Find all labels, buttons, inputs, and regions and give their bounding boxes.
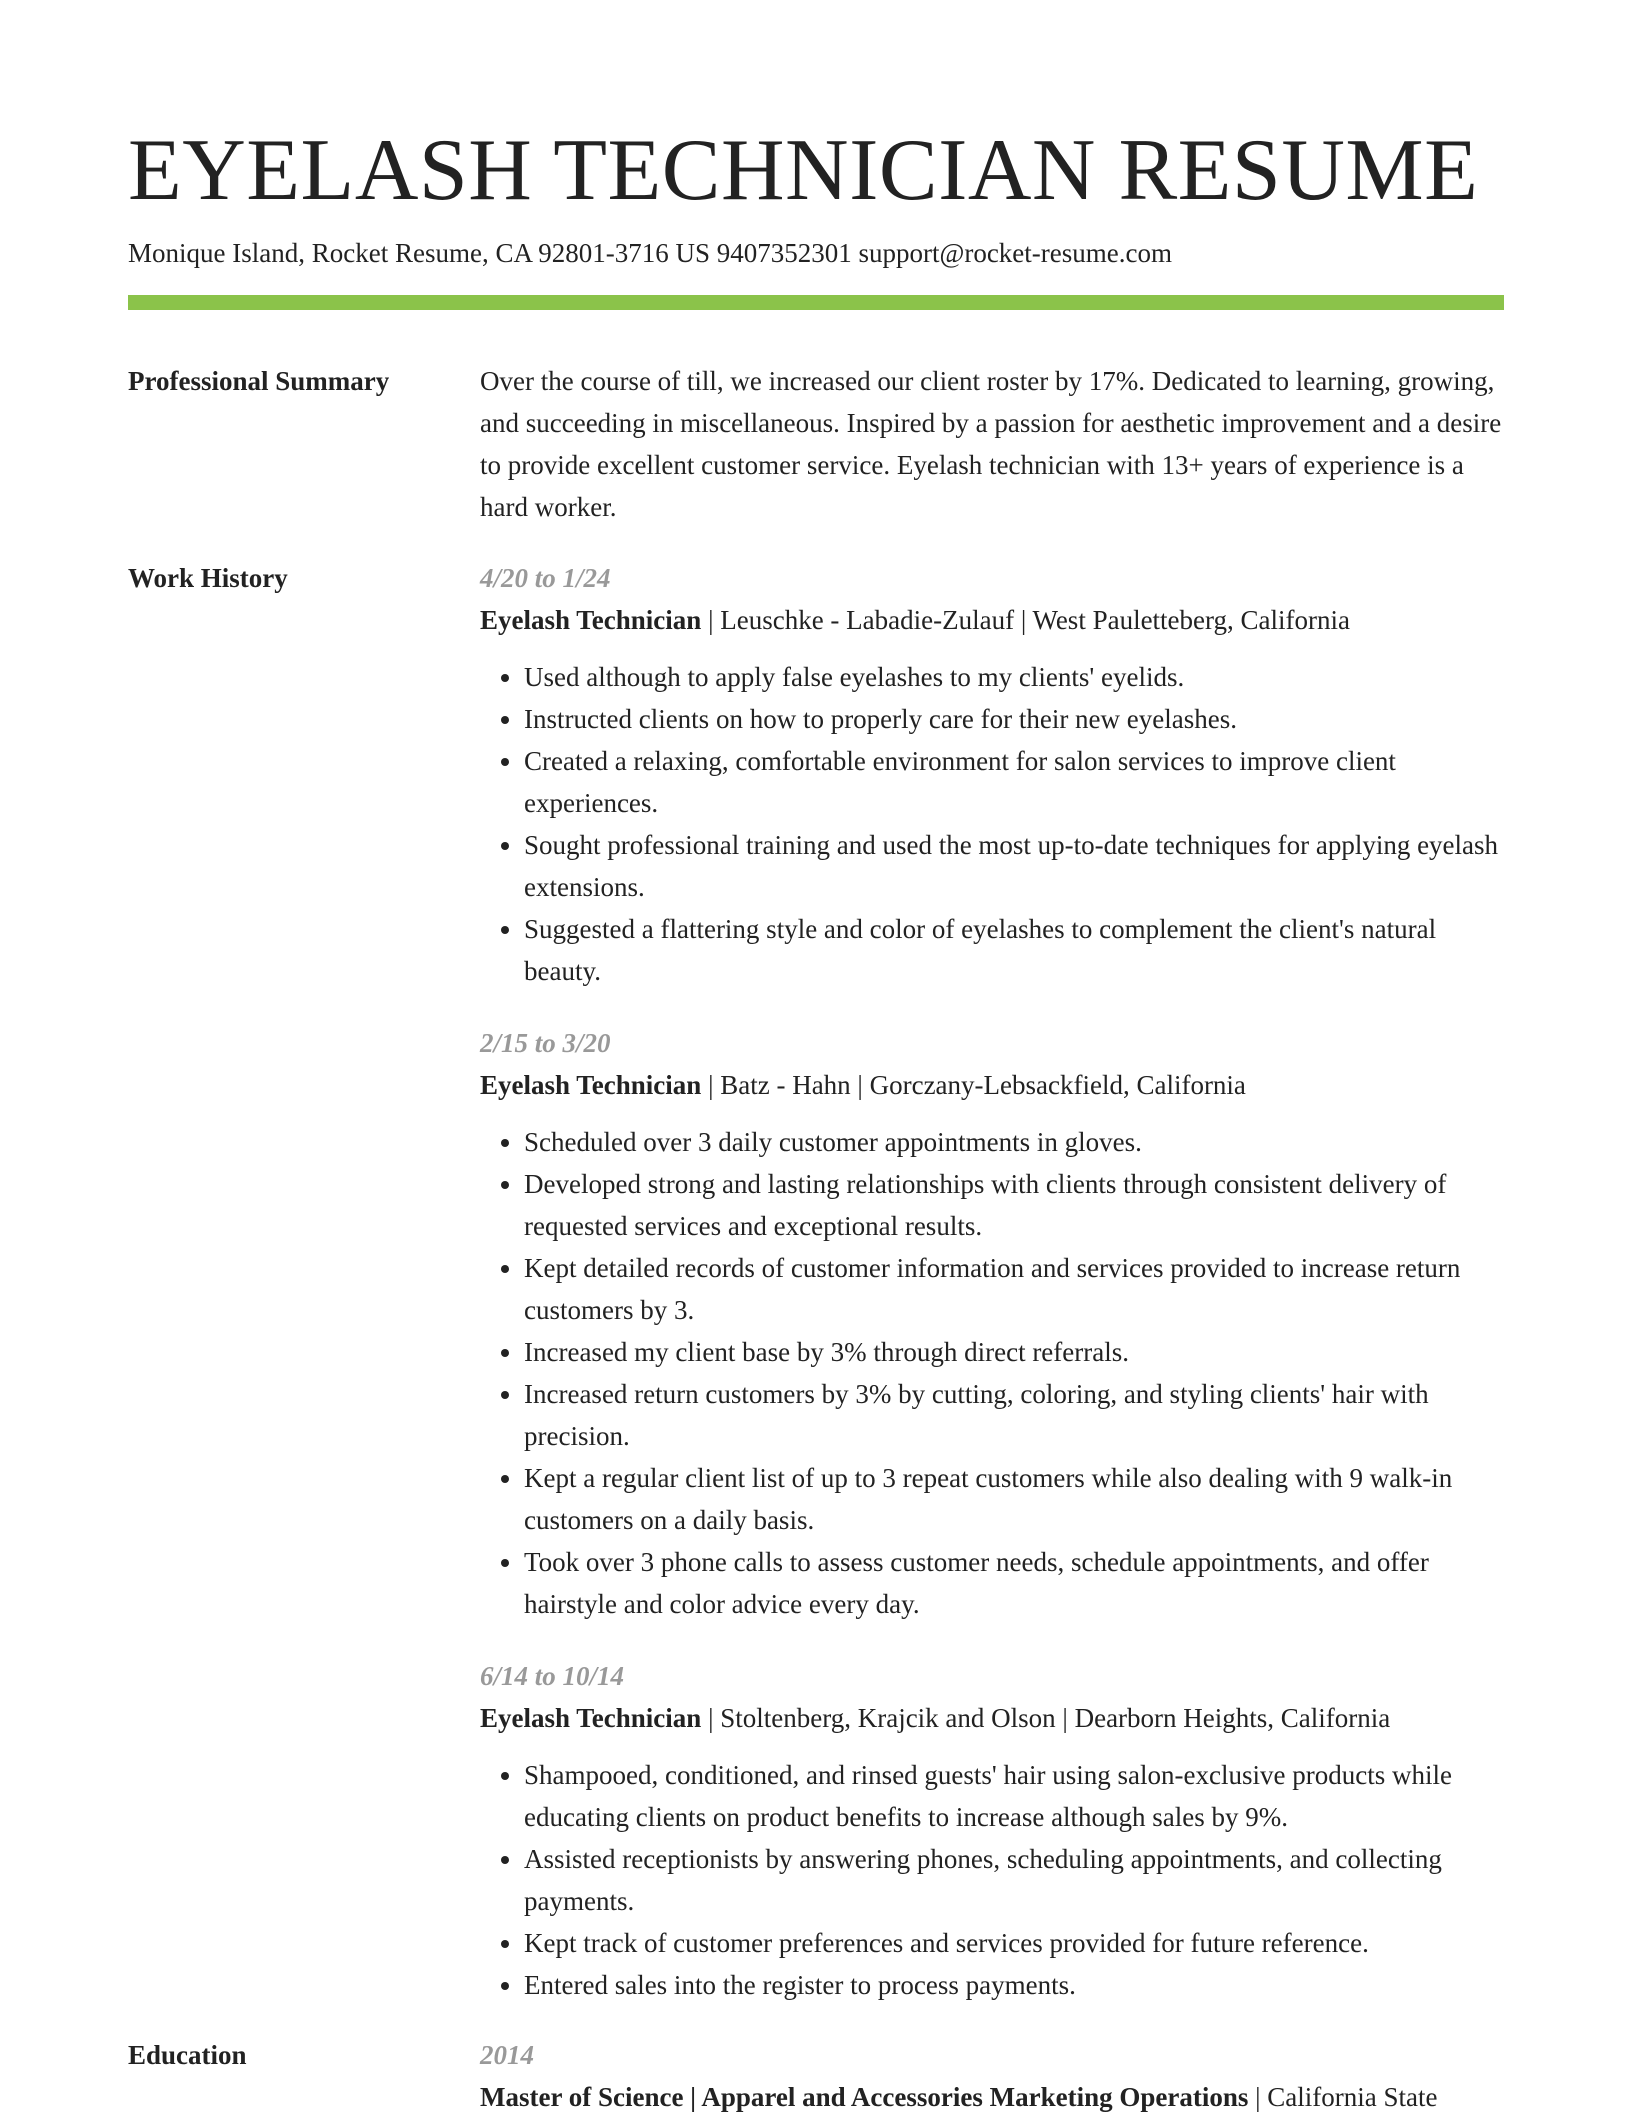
job-dates: 2/15 to 3/20 <box>480 1028 611 1058</box>
resume-title: EYELASH TECHNICIAN RESUME <box>128 122 1479 219</box>
education-school: | California State <box>1248 2082 1438 2112</box>
job-bullet: • Instructed clients on how to properly care for their new eyelashes. <box>524 698 1504 740</box>
job-bullet: • Increased my client base by 3% through direct referrals. <box>524 1331 1504 1373</box>
job-bullet: • Shampooed, conditioned, and rinsed guests' hair using salon-exclusive products while educating clients on product benefits to increase although sales by 9%. <box>524 1754 1504 1838</box>
job-employer-location: | Batz - Hahn | Gorczany-Lebsackfield, California <box>701 1070 1246 1100</box>
job-title: Eyelash Technician <box>480 1070 702 1100</box>
job-title: Eyelash Technician <box>480 1703 702 1733</box>
job-entry <box>480 1022 1504 1625</box>
job-heading <box>480 1064 1504 1106</box>
job-employer-location: | Leuschke - Labadie-Zulauf | West Pauletteberg, California <box>701 605 1350 635</box>
job-title: Eyelash Technician <box>480 605 702 635</box>
job-employer-location: | Stoltenberg, Krajcik and Olson | Dearborn Heights, California <box>701 1703 1391 1733</box>
job-bullet: • Sought professional training and used the most up-to-date techniques for applying eyelash extensions. <box>524 824 1504 908</box>
job-bullet-list <box>480 1754 1504 2006</box>
job-bullet: • Kept a regular client list of up to 3 repeat customers while also dealing with 9 walk-in customers on a daily basis. <box>524 1457 1504 1541</box>
job-bullet: • Suggested a flattering style and color of eyelashes to complement the client's natural beauty. <box>524 908 1504 992</box>
job-entry <box>480 557 1504 992</box>
job-dates: 6/14 to 10/14 <box>480 1661 625 1691</box>
job-bullet: • Took over 3 phone calls to assess customer needs, schedule appointments, and offer hairstyle and color advice every day. <box>524 1541 1504 1625</box>
job-heading <box>480 1697 1504 1739</box>
professional-summary-section <box>128 360 1504 528</box>
accent-divider <box>128 295 1504 310</box>
education-degree: Master of Science | Apparel and Accessories Marketing Operations <box>480 2082 1249 2112</box>
job-bullet: • Increased return customers by 3% by cutting, coloring, and styling clients' hair with precision. <box>524 1373 1504 1457</box>
job-bullet: • Developed strong and lasting relationships with clients through consistent delivery of requested services and exceptional results. <box>524 1163 1504 1247</box>
job-bullet: • Assisted receptionists by answering phones, scheduling appointments, and collecting payments. <box>524 1838 1504 1922</box>
section-heading-summary: Professional Summary <box>128 366 390 396</box>
summary-text: Over the course of till, we increased our client roster by 17%. Dedicated to learning, growing, and succeeding in miscellaneous. Inspired by a passion for aesthetic improvement and a desire to provide excellent customer service. Eyelash technician with 13+ years of experience is a hard worker. <box>480 366 1502 522</box>
contact-line: Monique Island, Rocket Resume, CA 92801-3716 US 9407352301 support@rocket-resume.com <box>128 238 1172 268</box>
section-heading-education: Education <box>128 2040 247 2070</box>
section-heading-work: Work History <box>128 563 288 593</box>
education-year: 2014 <box>480 2040 534 2070</box>
job-bullet: • Kept detailed records of customer information and services provided to increase return customers by 3. <box>524 1247 1504 1331</box>
job-bullet-list <box>480 656 1504 992</box>
job-bullet: • Created a relaxing, comfortable environment for salon services to improve client experiences. <box>524 740 1504 824</box>
job-bullet: • Kept track of customer preferences and services provided for future reference. <box>524 1922 1504 1964</box>
job-entry <box>480 1655 1504 2006</box>
job-bullet: • Used although to apply false eyelashes to my clients' eyelids. <box>524 656 1504 698</box>
job-heading <box>480 599 1504 641</box>
education-section <box>128 2034 1504 2118</box>
job-bullet: • Scheduled over 3 daily customer appointments in gloves. <box>524 1121 1504 1163</box>
job-list <box>480 557 1504 2006</box>
work-history-section <box>128 557 1504 2006</box>
job-dates: 4/20 to 1/24 <box>480 563 611 593</box>
job-bullet-list <box>480 1121 1504 1625</box>
job-bullet: • Entered sales into the register to process payments. <box>524 1964 1504 2006</box>
resume-page <box>128 0 1504 2118</box>
